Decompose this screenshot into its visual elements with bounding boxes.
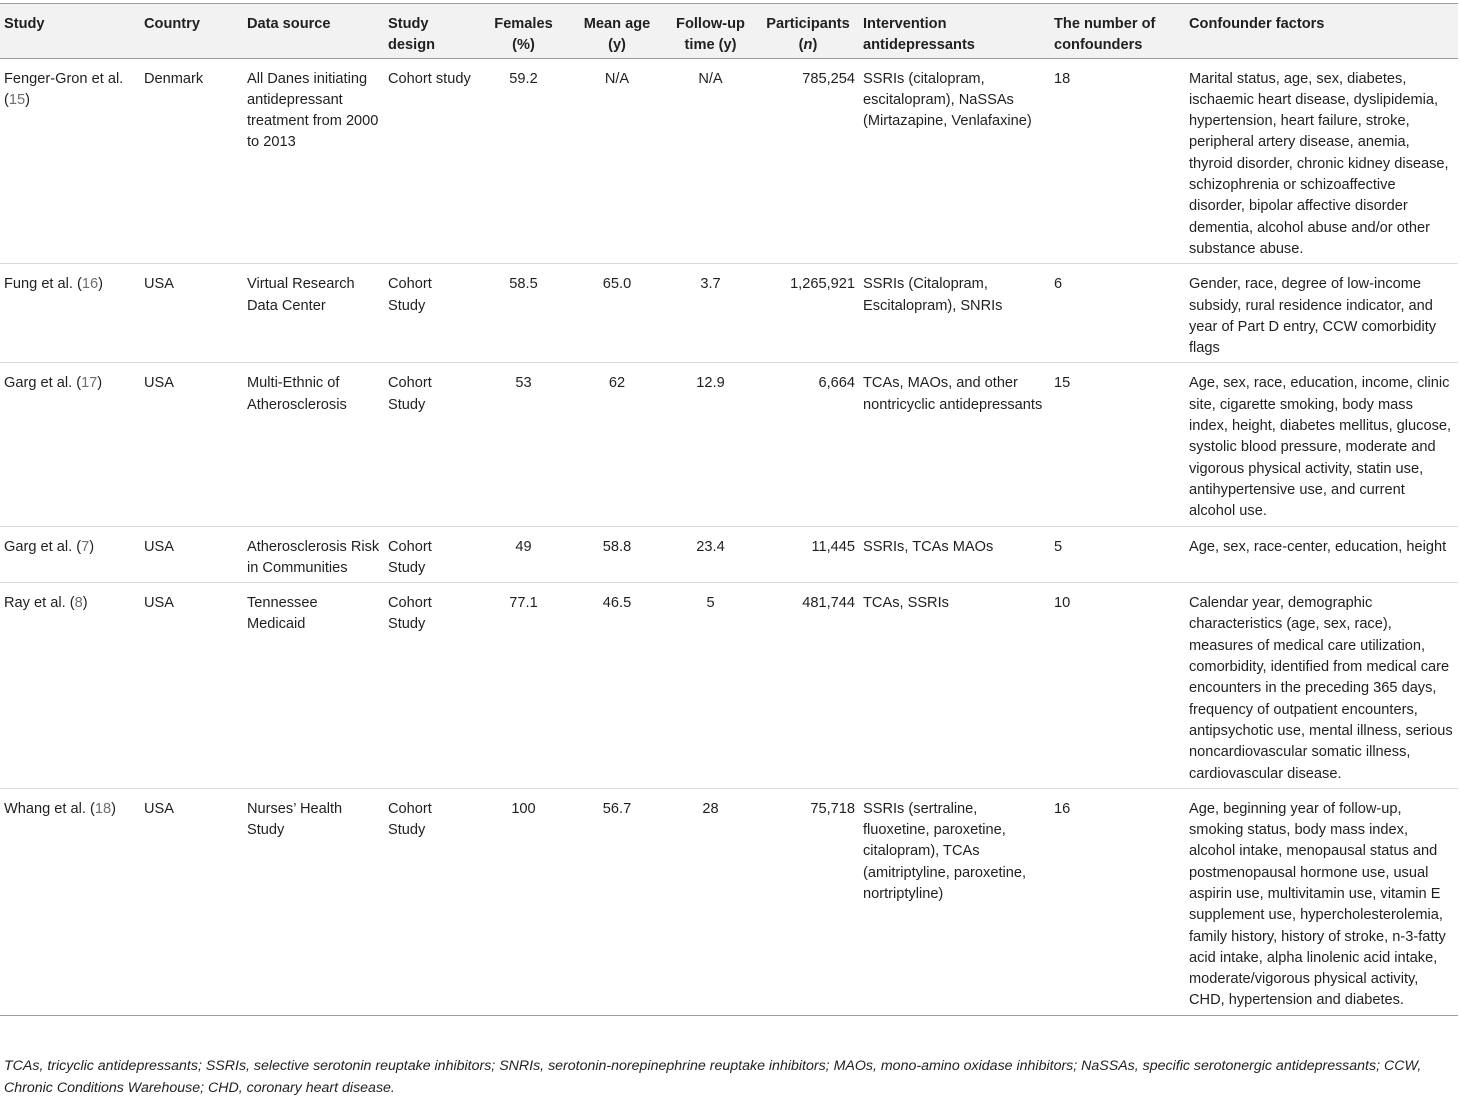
table-row: [0, 363, 1458, 526]
reference-link[interactable]: 15: [8, 91, 26, 108]
cell-number-of-confounders: 15: [1050, 363, 1185, 526]
table-row: [0, 264, 1458, 363]
cell-study: Garg et al. (17): [0, 363, 140, 526]
header-data-source: Data source: [243, 4, 384, 59]
table-row: [0, 526, 1458, 583]
cell-followup-time: 23.4: [664, 526, 757, 583]
cell-followup-time: 28: [664, 788, 757, 1015]
header-followup-time: Follow-up time (y): [664, 4, 757, 59]
cell-females: 77.1: [477, 583, 570, 789]
cell-country: USA: [140, 788, 243, 1015]
header-participants: Participants (n): [757, 4, 859, 59]
cell-country: USA: [140, 363, 243, 526]
cell-mean-age: N/A: [570, 58, 664, 264]
cell-mean-age: 58.8: [570, 526, 664, 583]
reference-link[interactable]: 8: [74, 595, 83, 612]
cell-intervention: SSRIs (citalopram, escitalopram), NaSSAs (Mirtazapine, Venlafaxine): [859, 58, 1050, 264]
cell-participants: 75,718: [757, 788, 859, 1015]
cell-confounder-factors: Gender, race, degree of low-income subsidy, rural residence indicator, and year of Part D entry, CCW comorbidity flags: [1185, 264, 1458, 363]
cell-confounder-factors: Age, sex, race-center, education, height: [1185, 526, 1458, 583]
cell-data-source: Atherosclerosis Risk in Communities: [243, 526, 384, 583]
reference-link[interactable]: 18: [94, 800, 112, 817]
reference-link[interactable]: 7: [81, 538, 90, 555]
cell-number-of-confounders: 18: [1050, 58, 1185, 264]
cell-participants: 11,445: [757, 526, 859, 583]
cell-study: Garg et al. (7): [0, 526, 140, 583]
study-characteristics-table-container: [0, 3, 1458, 1016]
cell-females: 100: [477, 788, 570, 1015]
cell-confounder-factors: Age, beginning year of follow-up, smoking status, body mass index, alcohol intake, menopausal status and postmenopausal hormone use, usual aspirin use, multivitamin use, vitamin E supplement use, hypercholesterolemia, family history, history of stroke, n-3-fatty acid intake, alpha linolenic acid intake, moderate/vigorous physical activity, CHD, hypertension and diabetes.: [1185, 788, 1458, 1015]
cell-mean-age: 56.7: [570, 788, 664, 1015]
cell-participants: 785,254: [757, 58, 859, 264]
cell-intervention: SSRIs (sertraline, fluoxetine, paroxetine, citalopram), TCAs (amitriptyline, paroxetine, nortriptyline): [859, 788, 1050, 1015]
cell-intervention: TCAs, SSRIs: [859, 583, 1050, 789]
cell-country: Denmark: [140, 58, 243, 264]
cell-confounder-factors: Marital status, age, sex, diabetes, ischaemic heart disease, dyslipidemia, hypertension, heart failure, stroke, peripheral artery disease, anemia, thyroid disorder, chronic kidney disease, schizophrenia or schizoaffective disorder, bipolar affective disorder dementia, alcohol abuse and/or other substance abuse.: [1185, 58, 1458, 264]
cell-intervention: SSRIs, TCAs MAOs: [859, 526, 1050, 583]
cell-participants: 481,744: [757, 583, 859, 789]
header-study-design: Study design: [384, 4, 477, 59]
cell-females: 53: [477, 363, 570, 526]
cell-confounder-factors: Age, sex, race, education, income, clinic site, cigarette smoking, body mass index, height, diabetes mellitus, glucose, systolic blood pressure, moderate and vigorous physical activity, statin use, antihypertensive use, and current alcohol use.: [1185, 363, 1458, 526]
cell-country: USA: [140, 264, 243, 363]
cell-females: 59.2: [477, 58, 570, 264]
cell-study-design: Cohort Study: [384, 264, 477, 363]
cell-followup-time: N/A: [664, 58, 757, 264]
table-header-row: [0, 4, 1458, 59]
cell-number-of-confounders: 10: [1050, 583, 1185, 789]
cell-study-design: Cohort study: [384, 58, 477, 264]
cell-country: USA: [140, 526, 243, 583]
reference-link[interactable]: 17: [81, 375, 98, 392]
cell-followup-time: 3.7: [664, 264, 757, 363]
cell-study: Fenger-Gron et al. (15): [0, 58, 140, 264]
cell-number-of-confounders: 5: [1050, 526, 1185, 583]
cell-study: Fung et al. (16): [0, 264, 140, 363]
cell-mean-age: 62: [570, 363, 664, 526]
cell-study-design: Cohort Study: [384, 788, 477, 1015]
table-row: [0, 583, 1458, 789]
header-study: Study: [0, 4, 140, 59]
header-confounder-factors: Confounder factors: [1185, 4, 1458, 59]
cell-study-design: Cohort Study: [384, 363, 477, 526]
cell-study: Whang et al. (18): [0, 788, 140, 1015]
cell-confounder-factors: Calendar year, demographic characteristics (age, sex, race), measures of medical care utilization, comorbidity, identified from medical care encounters in the preceding 365 days, frequency of outpatient encounters, antipsychotic use, mental illness, serious noncardiovascular somatic illness, cardiovascular disease.: [1185, 583, 1458, 789]
cell-participants: 6,664: [757, 363, 859, 526]
cell-data-source: Virtual Research Data Center: [243, 264, 384, 363]
cell-data-source: Multi-Ethnic of Atherosclerosis: [243, 363, 384, 526]
cell-country: USA: [140, 583, 243, 789]
cell-females: 49: [477, 526, 570, 583]
cell-females: 58.5: [477, 264, 570, 363]
cell-data-source: Nurses’ Health Study: [243, 788, 384, 1015]
table-row: [0, 788, 1458, 1015]
cell-study: Ray et al. (8): [0, 583, 140, 789]
header-number-of-confounders: The number of confounders: [1050, 4, 1185, 59]
cell-data-source: Tennessee Medicaid: [243, 583, 384, 789]
cell-study-design: Cohort Study: [384, 583, 477, 789]
cell-followup-time: 12.9: [664, 363, 757, 526]
study-characteristics-table: [0, 3, 1458, 1016]
cell-intervention: SSRIs (Citalopram, Escitalopram), SNRIs: [859, 264, 1050, 363]
cell-followup-time: 5: [664, 583, 757, 789]
header-country: Country: [140, 4, 243, 59]
table-footnote: TCAs, tricyclic antidepressants; SSRIs, selective serotonin reuptake inhibitors; SNRIs, serotonin-norepinephrine reuptake inhibitors; MAOs, mono-amino oxidase inhibitors; NaSSAs, specific serotonergic antidepressants; CCW, Chronic Conditions Warehouse; CHD, coronary heart disease.: [4, 1058, 1422, 1096]
header-intervention: Intervention antidepressants: [859, 4, 1050, 59]
cell-number-of-confounders: 16: [1050, 788, 1185, 1015]
cell-mean-age: 65.0: [570, 264, 664, 363]
cell-data-source: All Danes initiating antidepressant treatment from 2000 to 2013: [243, 58, 384, 264]
cell-participants: 1,265,921: [757, 264, 859, 363]
cell-mean-age: 46.5: [570, 583, 664, 789]
cell-number-of-confounders: 6: [1050, 264, 1185, 363]
cell-study-design: Cohort Study: [384, 526, 477, 583]
cell-intervention: TCAs, MAOs, and other nontricyclic antidepressants: [859, 363, 1050, 526]
table-row: [0, 58, 1458, 264]
reference-link[interactable]: 16: [81, 276, 99, 293]
header-mean-age: Mean age (y): [570, 4, 664, 59]
header-females: Females (%): [477, 4, 570, 59]
